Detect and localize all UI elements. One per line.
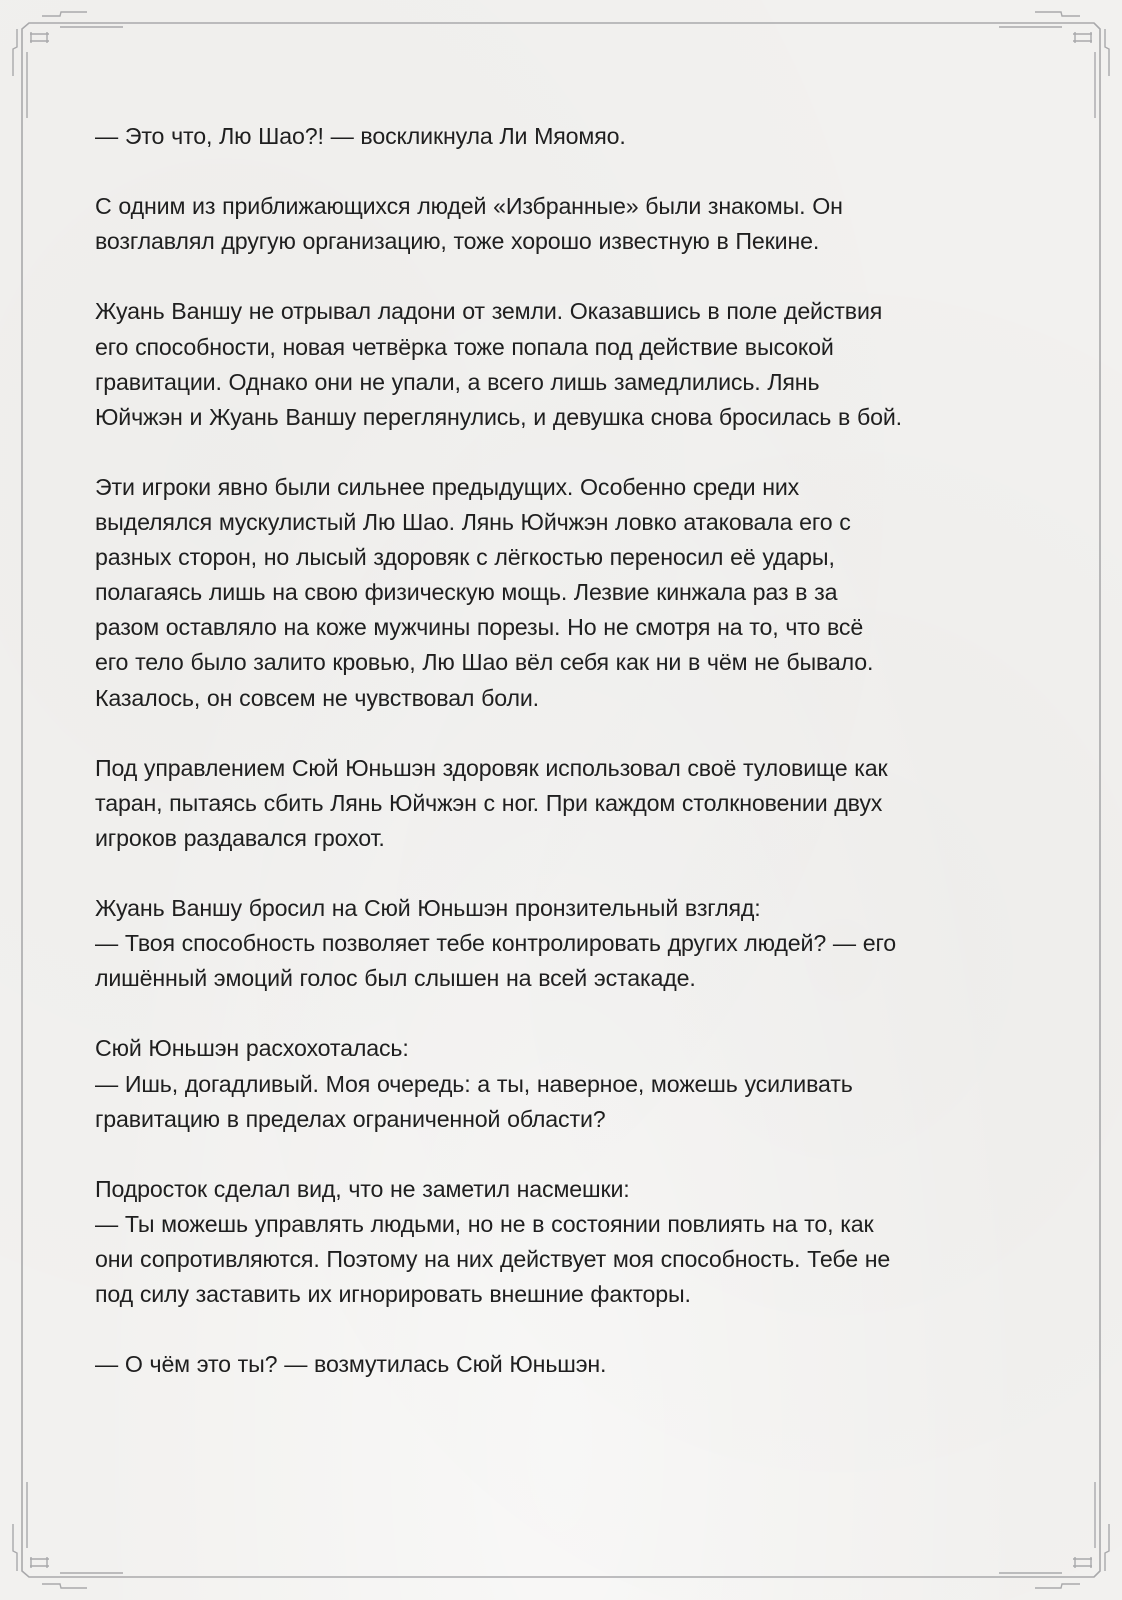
paragraph bbox=[95, 1172, 1035, 1312]
text-line: Юйчжэн и Жуань Ваншу переглянулись, и девушка снова бросилась в бой. bbox=[95, 403, 902, 430]
text-line: игроков раздавался грохот. bbox=[95, 824, 385, 851]
text-line: Эти игроки явно были сильнее предыдущих. Особенно среди них bbox=[95, 473, 800, 500]
corner-ornament-top-left bbox=[13, 12, 123, 118]
paragraph bbox=[95, 189, 1035, 259]
paragraph bbox=[95, 1347, 1035, 1382]
text-line: Сюй Юньшэн расхохоталась: bbox=[95, 1035, 409, 1062]
corner-ornament-bottom-left bbox=[13, 1482, 123, 1588]
paragraph bbox=[95, 751, 1035, 856]
text-line: таран, пытаясь сбить Лянь Юйчжэн с ног. При каждом столкновении двух bbox=[95, 789, 883, 816]
text-line: Жуань Ваншу не отрывал ладони от земли. Оказавшись в поле действия bbox=[95, 298, 883, 325]
text-line: выделялся мускулистый Лю Шао. Лянь Юйчжэн ловко атаковала его с bbox=[95, 509, 851, 536]
text-line: С одним из приближающихся людей «Избранные» были знакомы. Он bbox=[95, 193, 843, 220]
text-line: лишённый эмоций голос был слышен на всей эстакаде. bbox=[95, 965, 696, 992]
text-line: полагаясь лишь на свою физическую мощь. Лезвие кинжала раз в за bbox=[95, 579, 838, 606]
text-line: они сопротивляются. Поэтому на них действует моя способность. Тебе не bbox=[95, 1246, 891, 1272]
text-line: Под управлением Сюй Юньшэн здоровяк использовал своё туловище как bbox=[95, 754, 888, 781]
text-line: под силу заставить их игнорировать внешние факторы. bbox=[95, 1281, 691, 1308]
text-line: разных сторон, но лысый здоровяк с лёгкостью переносил её удары, bbox=[95, 544, 835, 571]
text-line: — Твоя способность позволяет тебе контролировать других людей? — его bbox=[95, 930, 897, 957]
paragraph bbox=[95, 119, 1035, 154]
page-body-text bbox=[95, 119, 1035, 1417]
text-line: — О чём это ты? — возмутилась Сюй Юньшэн. bbox=[95, 1351, 607, 1378]
text-line: возглавлял другую организацию, тоже хорошо известную в Пекине. bbox=[95, 228, 820, 255]
corner-ornament-top-right bbox=[999, 12, 1109, 118]
text-line: Казалось, он совсем не чувствовал боли. bbox=[95, 684, 539, 711]
corner-ornament-bottom-right bbox=[999, 1482, 1109, 1588]
paragraph bbox=[95, 891, 1035, 996]
text-line: его тело было залито кровью, Лю Шао вёл себя как ни в чём не бывало. bbox=[95, 649, 874, 676]
text-line: гравитацию в пределах ограниченной области? bbox=[95, 1105, 606, 1132]
text-line: его способности, новая четвёрка тоже попала под действие высокой bbox=[95, 333, 834, 360]
paragraph bbox=[95, 1031, 1035, 1136]
text-line: гравитации. Однако они не упали, а всего лишь замедлились. Лянь bbox=[95, 368, 820, 395]
text-line: Жуань Ваншу бросил на Сюй Юньшэн пронзительный взгляд: bbox=[95, 895, 761, 922]
text-line: — Ишь, догадливый. Моя очередь: а ты, наверное, можешь усиливать bbox=[95, 1070, 853, 1097]
text-line: — Это что, Лю Шао?! — воскликнула Ли Мяомяо. bbox=[95, 123, 626, 149]
text-line: — Ты можешь управлять людьми, но не в состоянии повлиять на то, как bbox=[95, 1210, 874, 1237]
text-line: разом оставляло на коже мужчины порезы. Но не смотря на то, что всё bbox=[95, 614, 864, 641]
paragraph bbox=[95, 294, 1035, 434]
text-line: Подросток сделал вид, что не заметил насмешки: bbox=[95, 1175, 630, 1202]
paragraph bbox=[95, 470, 1035, 716]
